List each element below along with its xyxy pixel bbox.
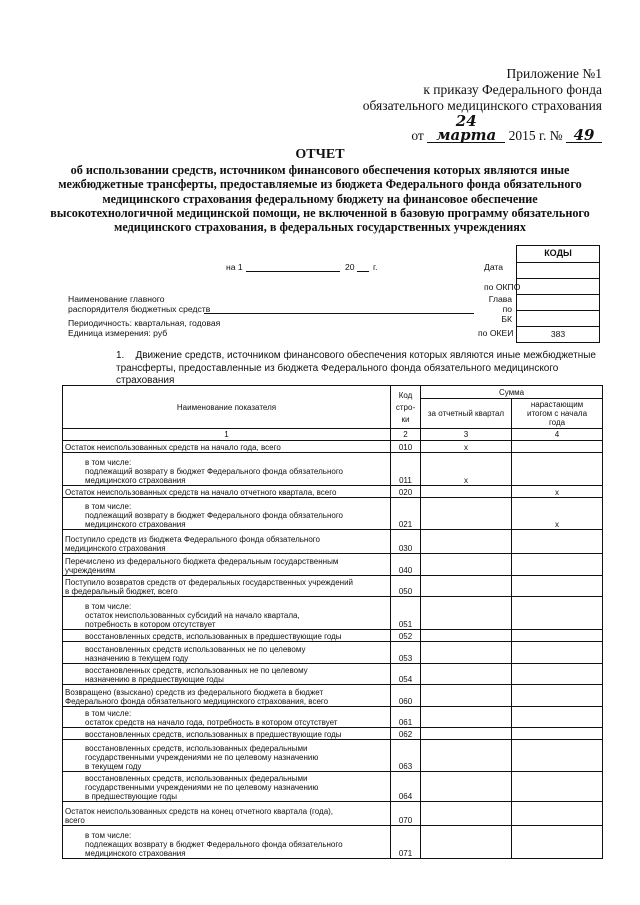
appendix-date-prefix: от: [411, 128, 424, 143]
appendix-date-line: [363, 114, 602, 144]
col-code-2: стро-: [395, 402, 416, 412]
col-cum-1: нарастающим: [530, 400, 584, 409]
section-heading-line-1: [116, 350, 616, 363]
row-value-period: [421, 554, 512, 576]
table-row: [63, 685, 603, 707]
row-value-period: [421, 826, 512, 859]
subtitle-line: медицинского страхования, в федеральных государственных учреждениях: [114, 220, 526, 235]
okei-label: по ОКЕИ: [478, 328, 514, 338]
row-name: в том числе: подлежащий возврату в бюджет Федерального фонда обязательного медицинского страхования: [63, 498, 391, 530]
section-text-2: трансферты, предоставленные из бюджета Федерального фонда обязательного медицинского страхования: [116, 362, 559, 386]
row-value-cumulative: [512, 554, 603, 576]
unit-of-measure: Единица измерения: руб: [68, 328, 168, 338]
row-value-cumulative: [512, 707, 603, 728]
code-date-cell: [517, 262, 599, 278]
row-code: 030: [391, 530, 421, 554]
row-value-period: х: [421, 453, 512, 486]
org-name-underline: [204, 313, 474, 314]
periodicity: Периодичность: квартальная, годовая: [68, 318, 221, 328]
row-code: 052: [391, 630, 421, 642]
table-row: [63, 664, 603, 685]
codes-box: [516, 245, 600, 343]
row-value-period: [421, 530, 512, 554]
row-code: 011: [391, 453, 421, 486]
row-value-period: [421, 630, 512, 642]
row-value-cumulative: [512, 630, 603, 642]
code-okpo-cell: [517, 278, 599, 294]
row-code: 063: [391, 740, 421, 772]
row-code: 050: [391, 576, 421, 597]
row-value-cumulative: [512, 453, 603, 486]
table-row: [63, 486, 603, 498]
row-code: 071: [391, 826, 421, 859]
table-number-row: [63, 429, 603, 441]
table-row: [63, 802, 603, 826]
section-heading: [116, 350, 616, 388]
table-row: [63, 707, 603, 728]
table-row: [63, 498, 603, 530]
report-title: ОТЧЕТ: [295, 147, 345, 162]
row-code: 021: [391, 498, 421, 530]
row-name: в том числе: остаток средств на начало года, потребность в котором отсутствует: [63, 707, 391, 728]
row-value-period: [421, 486, 512, 498]
appendix-fund: обязательного медицинского страхования: [362, 98, 602, 113]
row-value-cumulative: [512, 685, 603, 707]
table-row: [63, 642, 603, 664]
row-code: 040: [391, 554, 421, 576]
row-value-period: [421, 498, 512, 530]
subtitle-line: межбюджетные трансферты, предоставляемые из бюджета Федерального фонда обязательного: [58, 177, 582, 192]
row-value-cumulative: [512, 597, 603, 630]
row-value-period: [421, 728, 512, 740]
report-year-g: г.: [373, 262, 378, 272]
row-name: в том числе: подлежащий возврату в бюджет Федерального фонда обязательного медицинского страхования: [63, 453, 391, 486]
report-year-underline: [357, 271, 369, 272]
row-code: 062: [391, 728, 421, 740]
row-code: 053: [391, 642, 421, 664]
col-number: 2: [391, 429, 421, 441]
row-value-cumulative: [512, 826, 603, 859]
glava-label: [484, 294, 512, 324]
report-date-underline: [246, 271, 340, 272]
row-name: Перечислено из федерального бюджета федеральным государственным учреждениям: [63, 554, 391, 576]
row-value-period: [421, 740, 512, 772]
row-value-period: [421, 802, 512, 826]
row-name: восстановленных средств, использованных федеральными государственными учреждениями не по целевому назначению в текущем году: [63, 740, 391, 772]
row-name: Поступило возвратов средств от федеральных государственных учреждений в федеральный бюджет, всего: [63, 576, 391, 597]
table-row: [63, 728, 603, 740]
table-row: [63, 530, 603, 554]
row-code: 061: [391, 707, 421, 728]
row-value-period: [421, 597, 512, 630]
row-value-period: [421, 772, 512, 802]
appendix-title: Приложение №1: [506, 66, 602, 81]
col-code-1: Код: [398, 390, 413, 400]
row-name: восстановленных средств, использованных не по целевому назначению в предшествующие годы: [63, 664, 391, 685]
report-year-prefix: 20: [345, 262, 355, 272]
appendix-order: к приказу Федерального фонда: [423, 82, 602, 97]
col-cum-2: итогом с начала: [526, 409, 588, 418]
org-label: [68, 294, 210, 314]
row-value-period: х: [421, 441, 512, 453]
row-code: 054: [391, 664, 421, 685]
row-value-cumulative: [512, 530, 603, 554]
movement-table: [62, 385, 603, 859]
row-value-cumulative: [512, 664, 603, 685]
row-code: 064: [391, 772, 421, 802]
row-name: Остаток неиспользованных средств на начало отчетного квартала, всего: [63, 486, 391, 498]
report-date-prefix: на 1: [226, 262, 243, 272]
okpo-label: по ОКПО: [484, 282, 521, 292]
col-cum-3: года: [548, 418, 566, 427]
row-value-period: [421, 576, 512, 597]
row-value-cumulative: х: [512, 486, 603, 498]
col-period-header: за отчетный квартал: [421, 399, 512, 429]
appendix-year: 2015 г. №: [508, 128, 563, 143]
row-value-period: [421, 685, 512, 707]
row-value-cumulative: [512, 576, 603, 597]
table-row: [63, 772, 603, 802]
table-row: [63, 441, 603, 453]
col-number: 3: [421, 429, 512, 441]
row-value-cumulative: [512, 740, 603, 772]
row-value-period: [421, 664, 512, 685]
appendix-block: [363, 66, 602, 144]
col-number: 1: [63, 429, 391, 441]
row-name: восстановленных средств, использованных федеральными государственными учреждениями не по целевому назначению в предшествующие годы: [63, 772, 391, 802]
subtitle-line: медицинского страхования федеральному бюджету на финансовое обеспечение: [102, 191, 538, 206]
row-code: 010: [391, 441, 421, 453]
row-code: 070: [391, 802, 421, 826]
appendix-number-handwritten: 49: [566, 128, 602, 143]
row-value-cumulative: [512, 441, 603, 453]
table-row: [63, 630, 603, 642]
row-name: Поступило средств из бюджета Федерального фонда обязательного медицинского страхования: [63, 530, 391, 554]
row-value-cumulative: [512, 802, 603, 826]
col-number: 4: [512, 429, 603, 441]
row-value-period: [421, 642, 512, 664]
row-value-period: [421, 707, 512, 728]
section-text-1: Движение средств, источником финансового обеспечения которых являются иные межбюджетные: [135, 350, 596, 361]
row-code: 060: [391, 685, 421, 707]
row-value-cumulative: х: [512, 498, 603, 530]
table-row: [63, 826, 603, 859]
row-name: восстановленных средств, использованных в предшествующие годы: [63, 630, 391, 642]
row-name: восстановленных средств использованных не по целевому назначению в текущем году: [63, 642, 391, 664]
subtitle-line: об использовании средств, источником финансового обеспечения которых являются иные: [70, 163, 570, 177]
table-row: [63, 453, 603, 486]
table-row: [63, 740, 603, 772]
appendix-date-handwritten: 24 марта: [427, 114, 505, 143]
row-code: 051: [391, 597, 421, 630]
glava-label-2: БК: [501, 314, 512, 324]
col-name-header: Наименование показателя: [63, 386, 391, 429]
table-row: [63, 597, 603, 630]
row-name: в том числе: подлежащих возврату в бюджет Федерального фонда обязательного медицинского страхования: [63, 826, 391, 859]
org-label-2: распорядителя бюджетных средств: [68, 304, 211, 314]
code-glava-cell: [517, 294, 599, 310]
row-value-cumulative: [512, 642, 603, 664]
col-cumulative-header: [512, 399, 603, 429]
subtitle-line: высокотехнологичной медицинской помощи, не включенной в базовую программу обязательного: [50, 205, 590, 220]
code-okei-cell: 383: [517, 326, 599, 342]
code-empty-cell: [517, 310, 599, 326]
row-name: Возвращено (взыскано) средств из федерального бюджета в бюджет Федерального фонда обязательного медицинского страхования, всего: [63, 685, 391, 707]
glava-label-1: Глава по: [488, 294, 512, 314]
date-label: Дата: [484, 262, 504, 272]
row-code: 020: [391, 486, 421, 498]
row-value-cumulative: [512, 728, 603, 740]
table-row: [63, 554, 603, 576]
table-header-row: [63, 386, 603, 399]
row-name: Остаток неиспользованных средств на начало года, всего: [63, 441, 391, 453]
row-value-cumulative: [512, 772, 603, 802]
codes-label: КОДЫ: [544, 248, 572, 258]
report-subtitle: [0, 163, 640, 234]
col-sum-header: Сумма: [421, 386, 603, 399]
org-label-1: Наименование главного: [68, 294, 165, 304]
col-code-3: ки: [401, 414, 410, 424]
row-name: в том числе: остаток неиспользованных субсидий на начало квартала, потребность в котором отсутствует: [63, 597, 391, 630]
table-row: [63, 576, 603, 597]
row-name: восстановленных средств, использованных в предшествующие годы: [63, 728, 391, 740]
section-number: 1.: [116, 350, 125, 361]
col-code-header: [391, 386, 421, 429]
row-name: Остаток неиспользованных средств на конец отчетного квартала (года), всего: [63, 802, 391, 826]
